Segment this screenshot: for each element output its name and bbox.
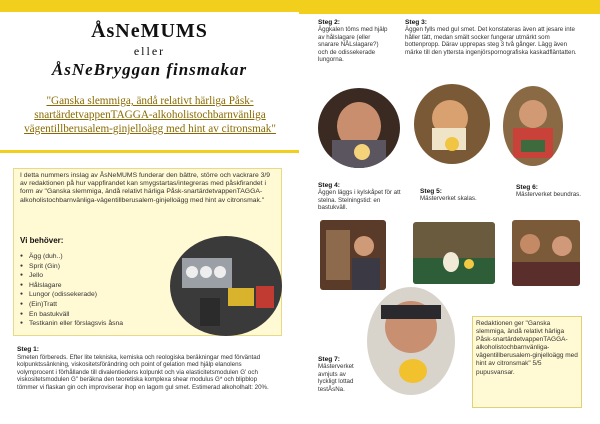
recipe-quote: "Ganska slemmiga, ändå relativt härliga Påsk-snartärdetvappenTAGGA-alkoholistochbarnvänliga vägentillberusalem-ginjelloägg med hint av citronsmak" <box>24 95 276 135</box>
step-6-label: Steg 6: <box>516 184 538 191</box>
intro-text: I detta nummers inslag av ÅsNeMUMS funderar den bättre, större och vackrare 3/9 av redaktionen på hur vappfirandet kan smygstartas/integreras med påskfirandet i form av "Ganska slemmiga, ändå relativt härliga Påsk-snartärdetvappenTAGGA-alkoholistochbarnvänliga-vägentillberusalem-ginjelloägg med hint av citronsmak." <box>20 172 271 204</box>
right-yellow-band <box>299 12 600 14</box>
list-item: ● Sprit (Gin) <box>20 262 180 272</box>
list-item: ● (Ein)Tratt <box>20 300 180 310</box>
list-item: ● Ägg (duh..) <box>20 252 180 262</box>
step-2-photo <box>318 88 400 168</box>
step-1-text: Smeten förbereds. Efter lite tekniska, kemiska och reologiska beräkningar med förväntad kolpunktssänkning, viskositetsförändring och point of gelation med hjälp elanolens volymprocent i förhållande till divalentiedens kolpunkt och via elasticitetsmodulen G' och viskositetsmodulen G'' beräkna den teoretiska komplexa shear modulus G* och blipblop tömmer vi flaskan gin och improviserar ihop en lagom gul smet. Estimerad alkoholhalt: 20%. <box>17 353 269 391</box>
ingredients-photo <box>170 236 282 336</box>
step-3-photo-a <box>414 84 490 164</box>
step-7-label: Steg 7: <box>318 356 340 363</box>
step-6-photo <box>512 220 580 286</box>
step-3-photo-b <box>503 86 563 166</box>
step-4-text: Äggen läggs i kylskåpet för att stelna. Stelningstid: en bastukväll. <box>318 189 401 212</box>
title-line-1: ÅsNeMUMS <box>91 20 208 42</box>
top-yellow-band <box>0 0 600 12</box>
step-4 <box>318 182 406 212</box>
step-2-text: Äggkalen töms med hjälp av hålslagare (eller snarare NÅLslagare?) och de odissekerade lungorna. <box>318 26 388 64</box>
step-5-photo <box>413 222 495 284</box>
step-1-label: Steg 1: <box>17 346 39 353</box>
title-line-3: ÅsNeBryggan finsmakar <box>51 60 248 79</box>
review-text: Redaktionen ger "Ganska slemmiga, ändå relativt härliga Påsk-snartärdetvappenTAGGA-alkoholistochbarnvänliga-vägentillberusalem-ginjelloägg med hint av citronsmak" 5/5 pupusvansar. <box>476 320 578 376</box>
step-7-text: Mästerverket avnjuts av lyckligt lottad testÅsNa. <box>318 363 354 393</box>
step-3 <box>405 19 583 56</box>
step-5-label: Steg 5: <box>420 188 442 195</box>
step-2 <box>318 19 390 63</box>
step-3-text: Äggen fylls med gul smet. Det konstateras även att jesare inte håller tätt, medan smält socker fungerar utmärkt som bottenpropp. Därav upprepas steg 3 två gånger. Lägg även märke till den yttersta ingenjörspornografiska kaskadfläntatten. <box>405 26 577 56</box>
step-5 <box>420 188 500 203</box>
step-6 <box>516 184 586 199</box>
list-item: ● Jello <box>20 271 180 281</box>
step-4-label: Steg 4: <box>318 182 340 189</box>
title-line-2: eller <box>133 44 166 58</box>
step-5-text: Mästerverket skalas. <box>420 195 477 203</box>
step-6-text: Mästerverket beundras. <box>516 191 581 199</box>
list-item: ● Lungor (odissekerade) <box>20 290 180 300</box>
needs-heading: Vi behöver: <box>20 236 64 245</box>
list-item: ● En bastukväll <box>20 310 180 320</box>
step-7 <box>318 356 362 393</box>
step-4-photo <box>320 220 386 290</box>
needs-list <box>20 252 180 329</box>
list-item: ● Testkanin eller förslagsvis åsna <box>20 319 180 329</box>
step-1 <box>17 346 279 392</box>
step-7-photo <box>367 287 455 395</box>
step-3-label: Steg 3: <box>405 19 427 26</box>
list-item: ● Hålslagare <box>20 281 180 291</box>
step-2-label: Steg 2: <box>318 19 340 26</box>
